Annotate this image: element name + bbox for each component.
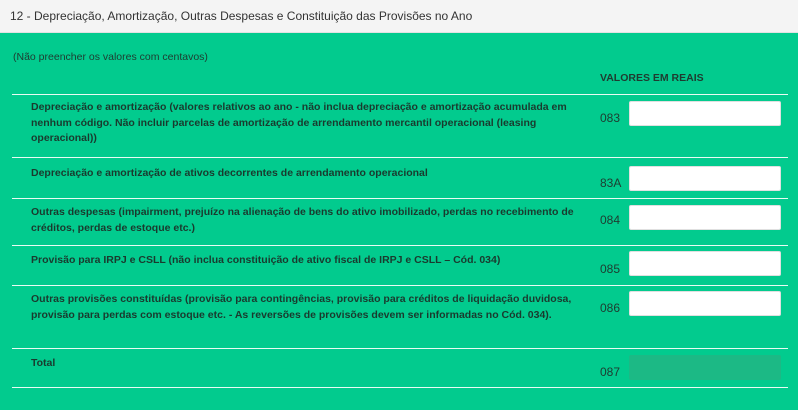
row-label: Outras provisões constituídas (provisão para contingências, provisão para créditos de liquidação duvidosa, provisão para perdas com estoque etc. - As reversões de provisões devem ser informadas no Cód. 034). — [31, 293, 572, 321]
section-header — [0, 0, 798, 33]
row-code: 087 — [600, 365, 621, 379]
row-code: 83A — [600, 176, 622, 190]
irpj-csll-provision-input[interactable] — [629, 251, 781, 276]
row-code: 083 — [600, 111, 621, 125]
row-label: Depreciação e amortização de ativos decorrentes de arrendamento operacional — [31, 167, 428, 179]
section-title: 12 - Depreciação, Amortização, Outras Despesas e Constituição das Provisões no Ano — [10, 9, 473, 23]
table-row — [12, 199, 788, 246]
total-output-field — [629, 355, 781, 380]
row-code: 085 — [600, 262, 621, 276]
values-column-header: VALORES EM REAIS — [600, 72, 704, 84]
table-row-total — [12, 349, 788, 388]
operational-lease-amortization-input[interactable] — [629, 166, 781, 191]
instruction-note: (Não preencher os valores com centavos) — [13, 51, 208, 63]
depreciation-amortization-input[interactable] — [629, 101, 781, 126]
other-provisions-input[interactable] — [629, 291, 781, 316]
other-expenses-input[interactable] — [629, 205, 781, 230]
row-label: Depreciação e amortização (valores relativos ao ano - não inclua depreciação e amortização acumulada em nenhum código. Não incluir parcelas de amortização de arrendamento mercantil operacional (leasing operacional)) — [31, 101, 567, 144]
row-label: Provisão para IRPJ e CSLL (não inclua constituição de ativo fiscal de IRPJ e CSLL – Cód. 034) — [31, 254, 501, 266]
table-row — [12, 246, 788, 286]
table-row — [12, 286, 788, 349]
row-code: 084 — [600, 213, 621, 227]
row-code: 086 — [600, 301, 621, 315]
table-row — [12, 95, 788, 158]
table-row — [12, 158, 788, 199]
total-label: Total — [31, 357, 56, 369]
row-label: Outras despesas (impairment, prejuízo na alienação de bens do ativo imobilizado, perdas no recebimento de créditos, perdas de estoque etc.) — [31, 206, 574, 234]
